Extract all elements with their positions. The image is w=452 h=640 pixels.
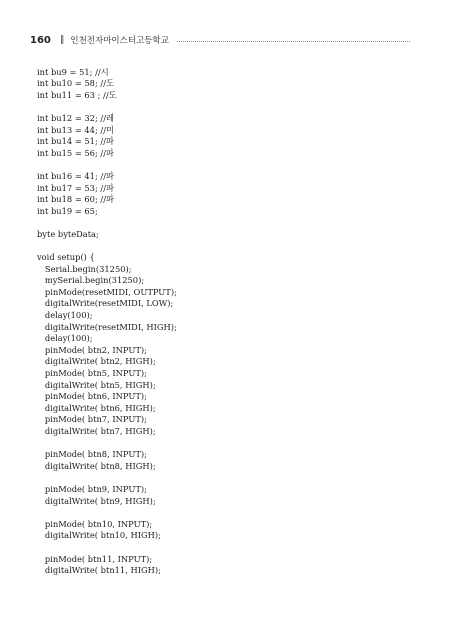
code-line: Serial.begin(31250);: [37, 263, 132, 274]
code-line: digitalWrite( btn7, HIGH);: [37, 426, 156, 436]
code-line: pinMode( btn8, INPUT);: [37, 449, 147, 460]
code-blank-line: [37, 217, 417, 229]
code-line: digitalWrite( btn8, HIGH);: [37, 460, 156, 471]
code-line: pinMode(resetMIDI, OUTPUT);: [37, 286, 177, 297]
code-line: int bu18 = 60; //파: [37, 194, 115, 205]
code-line: int bu19 = 65;: [37, 205, 98, 216]
code-line: digitalWrite( btn11, HIGH);: [37, 565, 161, 576]
code-line: void setup() {: [37, 252, 95, 263]
code-line: pinMode( btn11, INPUT);: [37, 553, 153, 564]
code-line: int bu10 = 58; //도: [37, 78, 115, 89]
code-blank-line: [37, 507, 417, 519]
code-line: byte byteData;: [37, 228, 99, 239]
code-blank-line: [37, 438, 417, 450]
code-line: delay(100);: [37, 333, 93, 344]
code-line: pinMode( btn7, INPUT);: [37, 414, 147, 425]
code-line: int bu13 = 44; //미: [37, 124, 115, 135]
code-line: mySerial.begin(31250);: [37, 275, 145, 286]
code-line: pinMode( btn2, INPUT);: [37, 344, 147, 355]
code-blank-line: [37, 101, 417, 113]
book-title: 인천전자마이스터고등학교: [70, 36, 169, 46]
code-line: digitalWrite( btn2, HIGH);: [37, 356, 156, 367]
code-blank-line: [37, 542, 417, 554]
code-blank-line: [37, 241, 417, 253]
code-line: pinMode( btn9, INPUT);: [37, 483, 147, 494]
code-line: int bu17 = 53; //파: [37, 182, 115, 193]
code-line: digitalWrite(resetMIDI, LOW);: [37, 298, 174, 309]
header-dotted-rule: [177, 41, 410, 42]
code-line: int bu12 = 32; //레: [37, 112, 115, 123]
page-header: [30, 33, 410, 47]
code-line: digitalWrite( btn9, HIGH);: [37, 495, 156, 506]
code-line: int bu16 = 41; //파: [37, 170, 115, 181]
code-line: int bu14 = 51; //파: [37, 136, 115, 147]
code-line: pinMode( btn6, INPUT);: [37, 391, 147, 402]
code-line: digitalWrite( btn6, HIGH);: [37, 402, 156, 413]
code-line: digitalWrite(resetMIDI, HIGH);: [37, 321, 177, 332]
code-line: delay(100);: [37, 310, 93, 321]
header-separator: ‖: [59, 35, 65, 45]
code-line: int bu9 = 51; //시: [37, 66, 109, 77]
code-line: pinMode( btn10, INPUT);: [37, 518, 153, 529]
code-line: int bu11 = 63 ; //도: [37, 89, 117, 100]
page-number: 160: [30, 34, 51, 46]
code-blank-line: [37, 159, 417, 171]
code-line: pinMode( btn5, INPUT);: [37, 368, 147, 379]
code-line: int bu15 = 56; //파: [37, 147, 115, 158]
code-listing: [37, 55, 417, 577]
code-blank-line: [37, 55, 417, 67]
code-blank-line: [37, 472, 417, 484]
code-line: digitalWrite( btn5, HIGH);: [37, 379, 156, 390]
code-line: digitalWrite( btn10, HIGH);: [37, 530, 161, 541]
